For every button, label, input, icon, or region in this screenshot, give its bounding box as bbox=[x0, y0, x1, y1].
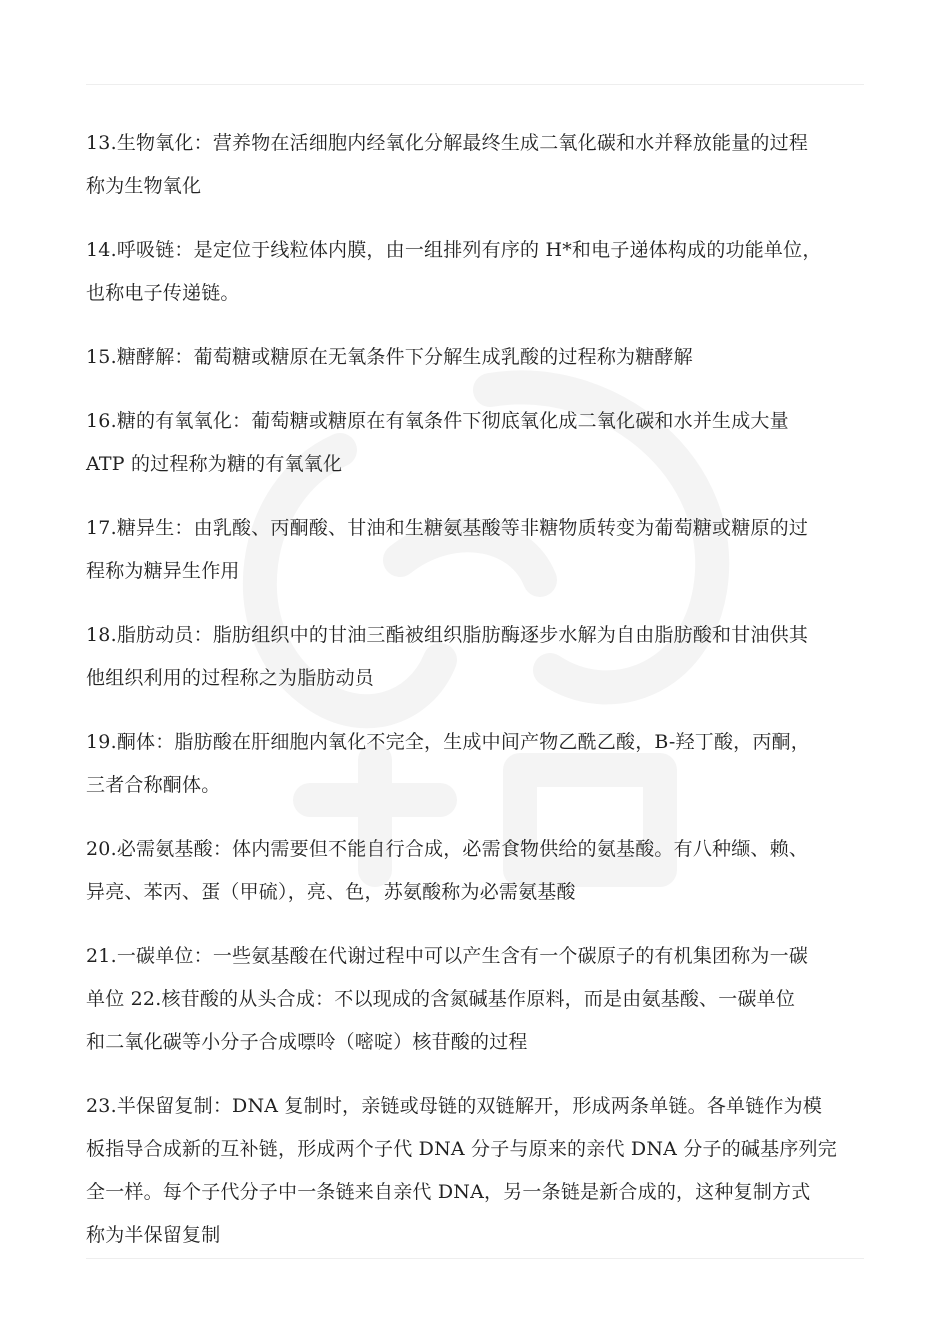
text-line: 程称为糖异生作用 bbox=[86, 560, 240, 582]
text-line: 板指导合成新的互补链，形成两个子代 DNA 分子与原来的亲代 DNA 分子的碱基序列完 bbox=[86, 1138, 837, 1160]
text-line: 21.一碳单位：一些氨基酸在代谢过程中可以产生含有一个碳原子的有机集团称为一碳 bbox=[86, 945, 809, 967]
text-line: 也称电子传递链。 bbox=[86, 282, 240, 304]
text-line: 和二氧化碳等小分子合成嘌呤（嘧啶）核苷酸的过程 bbox=[86, 1031, 528, 1053]
text-line: 19.酮体：脂肪酸在肝细胞内氧化不完全，生成中间产物乙酰乙酸，B-羟丁酸，丙酮， bbox=[86, 731, 810, 753]
footer-divider bbox=[86, 1258, 864, 1259]
definition-entry-19 bbox=[86, 721, 866, 807]
text-line: 18.脂肪动员：脂肪组织中的甘油三酯被组织脂肪酶逐步水解为自由脂肪酸和甘油供其 bbox=[86, 624, 809, 646]
text-line: 他组织利用的过程称之为脂肪动员 bbox=[86, 667, 375, 689]
definition-entry-15 bbox=[86, 336, 866, 379]
definition-entry-17 bbox=[86, 507, 866, 593]
text-line: 14.呼吸链：是定位于线粒体内膜，由一组排列有序的 H*和电子递体构成的功能单位， bbox=[86, 239, 822, 261]
text-line: 13.生物氧化：营养物在活细胞内经氧化分解最终生成二氧化碳和水并释放能量的过程 bbox=[86, 132, 809, 154]
definition-entry-20 bbox=[86, 828, 866, 914]
definition-entry-16 bbox=[86, 400, 866, 486]
definition-entry-18 bbox=[86, 614, 866, 700]
text-line: 20.必需氨基酸：体内需要但不能自行合成，必需食物供给的氨基酸。有八种缬、赖、 bbox=[86, 838, 809, 860]
document-body bbox=[86, 122, 866, 1278]
text-line: 三者合称酮体。 bbox=[86, 774, 221, 796]
text-line: ATP 的过程称为糖的有氧氧化 bbox=[86, 453, 343, 475]
definition-entry-13 bbox=[86, 122, 866, 208]
text-line: 23.半保留复制：DNA 复制时，亲链或母链的双链解开，形成两条单链。各单链作为模 bbox=[86, 1095, 823, 1117]
definition-entry-23 bbox=[86, 1085, 866, 1257]
text-line: 称为半保留复制 bbox=[86, 1224, 221, 1246]
header-divider bbox=[86, 84, 864, 85]
text-line: 15.糖酵解：葡萄糖或糖原在无氧条件下分解生成乳酸的过程称为糖酵解 bbox=[86, 346, 693, 368]
text-line: 16.糖的有氧氧化：葡萄糖或糖原在有氧条件下彻底氧化成二氧化碳和水并生成大量 bbox=[86, 410, 789, 432]
text-line: 全一样。每个子代分子中一条链来自亲代 DNA，另一条链是新合成的，这种复制方式 bbox=[86, 1181, 811, 1203]
definition-entry-14 bbox=[86, 229, 866, 315]
definition-entry-21-22 bbox=[86, 935, 866, 1064]
text-line: 17.糖异生：由乳酸、丙酮酸、甘油和生糖氨基酸等非糖物质转变为葡萄糖或糖原的过 bbox=[86, 517, 809, 539]
text-line: 单位 22.核苷酸的从头合成：不以现成的含氮碱基作原料，而是由氨基酸、一碳单位 bbox=[86, 988, 796, 1010]
text-line: 称为生物氧化 bbox=[86, 175, 202, 197]
text-line: 异亮、苯丙、蛋（甲硫），亮、色，苏氨酸称为必需氨基酸 bbox=[86, 881, 576, 903]
